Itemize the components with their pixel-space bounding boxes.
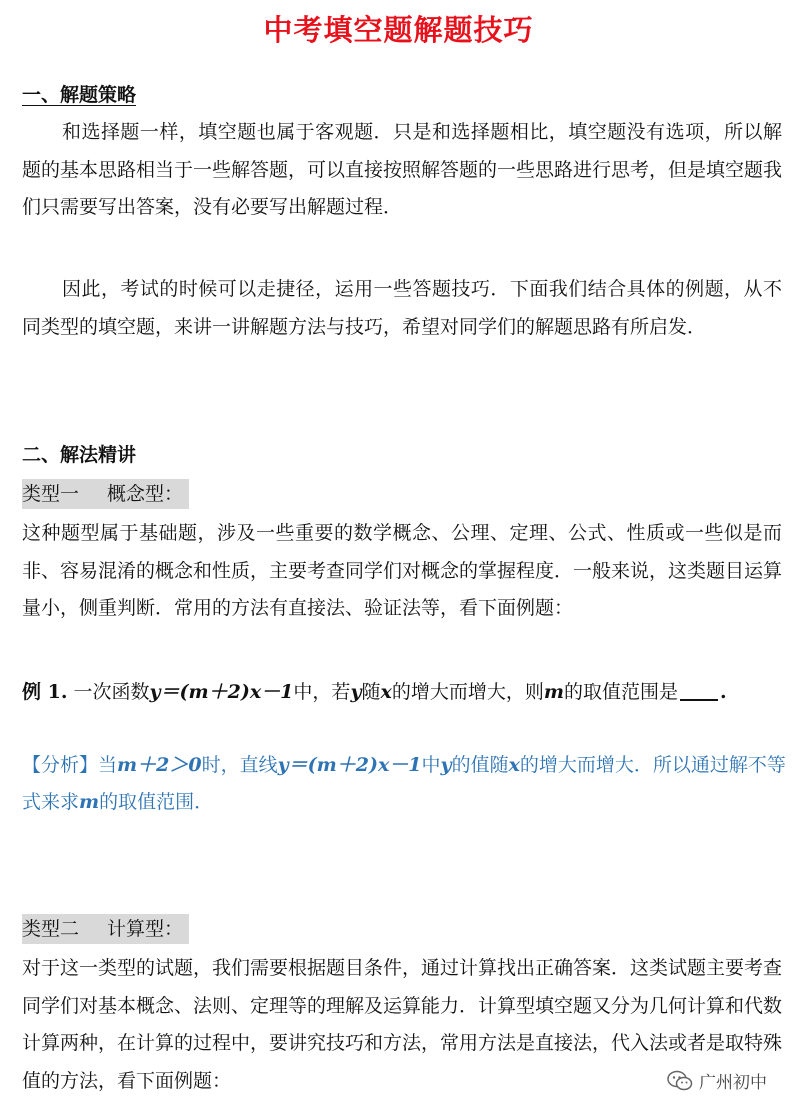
analysis-text: 时，直线 — [201, 754, 278, 776]
example-1-text: 一次函数 — [73, 681, 150, 703]
strategy-paragraph-1: 和选择题一样，填空题也属于客观题．只是和选择题相比，填空题没有选项，所以解题的基本思路相当于一些解答题，可以直接按照解答题的一些思路进行思考，但是填空题我们只需要写出答案，没有必要写出解题过程． — [22, 121, 783, 218]
section-heading-methods: 二、解法精讲 — [22, 444, 137, 466]
type-one-description: 这种题型属于基础题，涉及一些重要的数学概念、公理、定理、公式、性质或一些似是而非、容易混淆的概念和性质，主要考查同学们对概念的掌握程度．一般来说，这类题目运算量小，侧重判断．常用的方法有直接法、验证法等，看下面例题： — [22, 522, 783, 619]
wechat-icon — [667, 1070, 693, 1092]
analysis-var: m — [79, 791, 100, 813]
analysis-text: 的取值范围． — [99, 791, 214, 813]
type-two-description: 对于这一类型的试题，我们需要根据题目条件，通过计算找出正确答案．这类试题主要考查同学们对基本概念、法则、定理等的理解及运算能力．计算型填空题又分为几何计算和代数计算两种，在计算的过程中，要讲究技巧和方法，常用方法是直接法，代入法或者是取特殊值的方法，看下面例题： — [22, 957, 783, 1092]
example-1-text: 的取值范围是 — [563, 681, 678, 703]
type-two-label — [22, 914, 189, 944]
type-one-number: 类型一 — [22, 483, 80, 505]
example-1-text: 随 — [361, 681, 381, 703]
analysis-text: 的值随 — [451, 754, 509, 776]
analysis-text: 的增大而增大．所以通过解不等式来求 — [22, 754, 786, 813]
example-1-text: 的增大而增大，则 — [391, 681, 544, 703]
analysis-var: y — [440, 754, 452, 776]
analysis-text: 当 — [98, 754, 118, 776]
type-one-name: 概念型： — [107, 483, 184, 505]
example-1-lead: 例 1. — [22, 681, 68, 703]
type-two-number: 类型二 — [22, 918, 80, 940]
analysis-var: x — [508, 754, 520, 776]
page-title: 中考填空题解题技巧 — [263, 13, 534, 47]
example-1-text: 中，若 — [293, 681, 351, 703]
answer-blank — [680, 681, 718, 701]
account-watermark — [663, 1066, 771, 1095]
example-1-end: . — [719, 681, 727, 703]
example-1-formula: y＝(m＋2)x－1 — [149, 681, 294, 703]
example-1-analysis — [22, 747, 787, 821]
analysis-tag: 【分析】 — [22, 754, 99, 776]
analysis-formula: m＋2＞0 — [117, 754, 202, 776]
watermark-text: 广州初中 — [699, 1073, 767, 1093]
example-1-var: m — [543, 681, 564, 703]
type-two-name: 计算型： — [107, 918, 184, 940]
section-heading-strategy: 一、解题策略 — [22, 84, 137, 106]
example-1 — [22, 677, 787, 704]
type-one-label — [22, 479, 189, 509]
example-1-var: x — [380, 681, 392, 703]
analysis-formula: y＝(m＋2)x－1 — [277, 754, 422, 776]
example-1-var: y — [350, 681, 362, 703]
strategy-paragraph-2: 因此，考试的时候可以走捷径，运用一些答题技巧．下面我们结合具体的例题，从不同类型的填空题，来讲一讲解题方法与技巧，希望对同学们的解题思路有所启发． — [22, 278, 782, 338]
analysis-text: 中 — [421, 754, 441, 776]
